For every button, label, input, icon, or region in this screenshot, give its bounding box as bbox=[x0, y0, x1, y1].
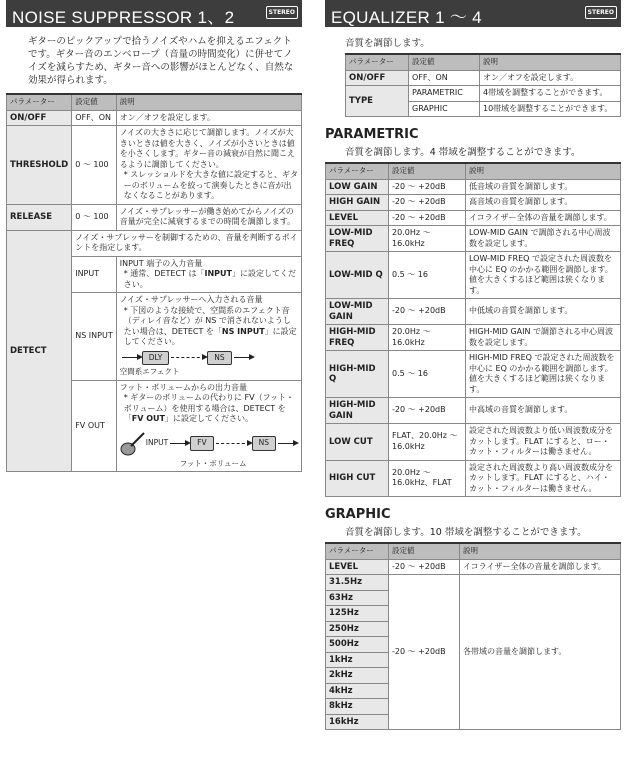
table-row: 8kHz bbox=[326, 699, 621, 715]
table-row: FV OUT フット・ボリュームからの出力音量 * ギターのボリュームの代わりに FV（フット・ボリューム）を使用する場合は、DETECT を「FV OUT」に設定してください。 INPUT FV NS フット・ボリューム bbox=[7, 380, 302, 472]
table-row: LOW-MID GAIN -20 ～ +20dB 中低域の音質を調節します。 bbox=[326, 299, 621, 325]
table-row: ON/OFF OFF、ON オン／オフを設定します。 bbox=[346, 70, 621, 86]
table-row: 500Hz bbox=[326, 637, 621, 653]
fv-box: FV bbox=[190, 436, 213, 451]
table-row: LOW-MID Q 0.5 ～ 16 LOW-MID FREQ で設定された周波数を中心に EQ のかかる範囲を調節します。値を大きくするほど範囲は狭くなります。 bbox=[326, 252, 621, 299]
parametric-table: パラメーター 設定値 説明 LOW GAIN -20 ～ +20dB 低音域の音質を調節します。 HIGH GAIN -20 ～ +20dB 高音域の音質を調節します。 LEVEL -20 ～ +20dB イコライザー全体の音量を調節します。 LOW-MID FREQ 20.0Hz ～ 16.0kHz LOW-MID GAIN で調節される中心周波数を設定します。 LOW-MID Q 0.5 ～ 16 LOW-MID FREQ で設定された周波数を中心に EQ のかかる範囲を調節します。値を大きくするほど範囲は狭くなります。 LOW-MID GAIN -20 ～ +20dB 中低域の音質を調節します。 HIGH-MID FREQ 20.0Hz ～ 16.0kHz HIGH-MID GAIN で調節される中心周波数を設定します。 HIGH-MID Q 0.5 ～ 16 HIGH-MID FREQ で設定された周波数を中心に EQ のかかる範囲を調節します。値を大きくするほど範囲は狭くなります。 HIGH-MID GAIN -20 ～ +20dB 中高域の音質を調節します。 LOW CUT FLAT、20.0Hz ～ 16.0kHz 設定された周波数より低い周波数成分をカットします。FLAT にすると、ロー・カット・フィルターは働きません。 HIGH CUT 20.0Hz ～ 16.0kHz、FLAT 設定された周波数より高い周波数成分をカットします。FLAT にすると、ハイ・カット・フィルターは働きません。 bbox=[325, 162, 621, 497]
connection-diagram bbox=[120, 431, 298, 457]
table-row: HIGH-MID FREQ 20.0Hz ～ 16.0kHz HIGH-MID GAIN で調節される中心周波数を設定します。 bbox=[326, 325, 621, 351]
note: * 通常、DETECT は「INPUT」に設定してください。 bbox=[123, 269, 296, 289]
table-row: HIGH-MID Q 0.5 ～ 16 HIGH-MID FREQ で設定された周波数を中心に EQ のかかる範囲を調節します。値を大きくするほど範囲は狭くなります。 bbox=[326, 351, 621, 398]
table-row: 1kHz bbox=[326, 652, 621, 668]
section-intro: 音質を調節します。 bbox=[345, 38, 430, 49]
parametric-title: PARAMETRIC bbox=[325, 127, 419, 142]
table-row: ON/OFF OFF、ON オン／オフを設定します。 bbox=[7, 110, 302, 126]
equalizer-section bbox=[325, 0, 621, 730]
ns-box: NS bbox=[252, 436, 276, 451]
equalizer-table: パラメーター 設定値 説明 ON/OFF OFF、ON オン／オフを設定します。 TYPE PARAMETRIC 4帯域を調整することができます。 GRAPHIC 10帯域を調整することができます。 bbox=[345, 53, 621, 117]
table-row: HIGH CUT 20.0Hz ～ 16.0kHz、FLAT 設定された周波数より高い周波数成分をカットします。FLAT にすると、ハイ・カット・フィルターは働きません。 bbox=[326, 460, 621, 497]
table-row: GRAPHIC 10帯域を調整することができます。 bbox=[346, 101, 621, 117]
table-row: 125Hz bbox=[326, 606, 621, 622]
note: * ギターのボリュームの代わりに FV（フット・ボリューム）を使用する場合は、DETECT を「FV OUT」に設定してください。 bbox=[123, 393, 295, 423]
ns-box: NS bbox=[207, 351, 231, 366]
table-row: DETECT ノイズ・サプレッサーを制御するための、音量を判断するポイントを指定します。 bbox=[7, 230, 302, 256]
note: * スレッショルドを大きな値に設定すると、ギターのボリュームを絞って演奏したときに音が出なくなることがあります。 bbox=[123, 170, 298, 200]
table-row: 2kHz bbox=[326, 668, 621, 684]
graphic-intro: 音質を調節します。10 帯域を調整することができます。 bbox=[345, 527, 587, 538]
section-header bbox=[325, 0, 621, 27]
guitar-icon bbox=[120, 431, 146, 457]
graphic-title: GRAPHIC bbox=[325, 507, 391, 522]
parametric-intro: 音質を調節します。4 帯域を調整することができます。 bbox=[345, 147, 581, 158]
header-param: パラメーター bbox=[7, 94, 72, 110]
noise-suppressor-section bbox=[6, 0, 302, 472]
input-label: INPUT bbox=[145, 438, 169, 448]
table-row: 31.5Hz -20 ～ +20dB 各帯域の音量を調節します。 bbox=[326, 575, 621, 591]
table-row: LEVEL -20 ～ +20dB イコライザー全体の音量を調節します。 bbox=[326, 210, 621, 226]
stereo-badge: STEREO bbox=[585, 6, 617, 19]
table-row: THRESHOLD 0 ～ 100 ノイズの大きさに応じて調節します。ノイズが大きいときは値を大きく、ノイズが小さいときは値を小さくします。ギター音の減衰が自然に聞こえるように調節してください。 * スレッショルドを大きな値に設定すると、ギターのボリュームを絞って演奏したときに音が出なくなることがあります。 bbox=[7, 126, 302, 205]
table-row: LOW CUT FLAT、20.0Hz ～ 16.0kHz 設定された周波数より低い周波数成分をカットします。FLAT にすると、ロー・カット・フィルターは働きません。 bbox=[326, 424, 621, 461]
header-desc: 説明 bbox=[116, 94, 301, 110]
section-title: NOISE SUPPRESSOR 1、2 bbox=[12, 8, 235, 27]
table-row: LOW GAIN -20 ～ +20dB 低音域の音質を調節します。 bbox=[326, 179, 621, 195]
diagram-caption: フット・ボリューム bbox=[179, 458, 247, 468]
table-row: 4kHz bbox=[326, 683, 621, 699]
table-row: RELEASE 0 ～ 100 ノイズ・サプレッサーが働き始めてからノイズの音量が完全に減衰するまでの時間を調節します。 bbox=[7, 204, 302, 230]
section-title: EQUALIZER 1 ～ 4 bbox=[331, 8, 482, 27]
stereo-badge: STEREO bbox=[266, 6, 298, 19]
table-row: 250Hz bbox=[326, 621, 621, 637]
header-value: 設定値 bbox=[72, 94, 117, 110]
section-header bbox=[6, 0, 302, 27]
table-row: 63Hz bbox=[326, 590, 621, 606]
table-row: TYPE PARAMETRIC 4帯域を調整することができます。 bbox=[346, 86, 621, 102]
section-intro: ギターのピックアップで拾うノイズやハムを抑えるエフェクトです。ギター音のエンベロープ（音量の時間変化）に併せてノイズを減らすため、ギター音への影響がほとんどなく、自然な効果が得られます。 bbox=[28, 36, 294, 86]
dly-box: DLY bbox=[142, 351, 170, 366]
parameter-table bbox=[6, 93, 302, 472]
connection-diagram bbox=[120, 351, 298, 366]
note: * 下図のような接続で、空間系のエフェクト音（ディレイ音など）が NS で消されないようしたい場合は、DETECT を「NS INPUT」に設定してください。 bbox=[123, 305, 297, 346]
table-row: INPUT INPUT 端子の入力音量 * 通常、DETECT は「INPUT」に設定してください。 bbox=[7, 256, 302, 293]
table-row: HIGH-MID GAIN -20 ～ +20dB 中高域の音質を調節します。 bbox=[326, 398, 621, 424]
table-row: 16kHz bbox=[326, 714, 621, 730]
table-row: NS INPUT ノイズ・サプレッサーへ入力される音量 * 下図のような接続で、空間系のエフェクト音（ディレイ音など）が NS で消されないようしたい場合は、DETECT を「NS INPUT」に設定してください。 DLY NS 空間系エフェクト bbox=[7, 293, 302, 381]
diagram-caption: 空間系エフェクト bbox=[119, 367, 180, 376]
table-row: LOW-MID FREQ 20.0Hz ～ 16.0kHz LOW-MID GAIN で調節される中心周波数を設定します。 bbox=[326, 226, 621, 252]
table-row: LEVEL -20 ～ +20dB イコライザー全体の音量を調節します。 bbox=[326, 559, 621, 575]
graphic-table: パラメーター 設定値 説明 LEVEL -20 ～ +20dB イコライザー全体の音量を調節します。 31.5Hz -20 ～ +20dB 各帯域の音量を調節します。 63Hz 125Hz 250Hz 500Hz 1kHz 2kHz 4kHz 8kHz 16kHz bbox=[325, 542, 621, 730]
table-row: HIGH GAIN -20 ～ +20dB 高音域の音質を調節します。 bbox=[326, 195, 621, 211]
